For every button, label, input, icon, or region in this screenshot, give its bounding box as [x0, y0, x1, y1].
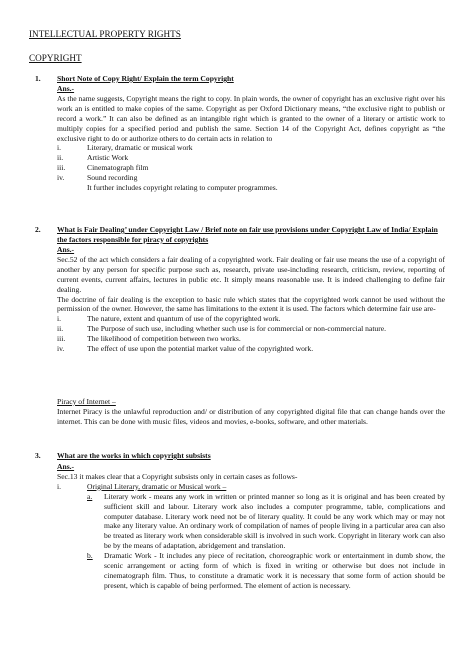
sub-item-letter: a. [87, 491, 93, 501]
list-text: The effect of use upon the potential market value of the copyrighted work. [87, 344, 314, 354]
answer-label: Ans.- [57, 245, 75, 254]
piracy-section [57, 397, 445, 427]
list-item [57, 334, 445, 344]
question-number: 2. [35, 225, 41, 234]
list-text: The likelihood of competition between two works. [87, 334, 241, 344]
sub-item-text: Literary work - means any work in written or printed manner so long as it is original and has been created by sufficient skill and labour. Literary work also includes a computer programme, table, complications and computer database. Literary work need not be of literary quality. It could be any work which may or may not make any literary value. An ordinary work of compilation of names of people living in a particular area can also be treated as literary work when considerable skill is involved in such work. Copyright in literary work can also be by the means of adaptation, abridgement and translation. [104, 491, 445, 551]
paragraph: The doctrine of fair dealing is the exception to basic rule which states that the copyrighted work cannot be used without the permission of the owner. However, the same has limitations to the extent it is used. The factors which determine fair use are- [57, 294, 445, 314]
list-item [57, 173, 445, 183]
section-heading: COPYRIGHT [29, 53, 82, 63]
sub-item [57, 551, 445, 591]
list-number: iv. [57, 173, 65, 183]
question-2: What is Fair Dealing’ under Copyright Law / Brief note on fair use provisions under Copyright Law of India/ Explain the factors responsible for piracy of copyrights [57, 225, 438, 244]
page-title: INTELLECTUAL PROPERTY RIGHTS [29, 29, 181, 39]
sub-item-text: Dramatic Work - It includes any piece of recitation, choreographic work or entertainment in dumb show, the scenic arrangement or acting form of which is fixed in writing or otherwise but does not include in cinematograph film. Thus, to constitute a dramatic work it is necessary that some form of action should be present, which is capable of being performed. The element of action is necessary. [104, 551, 445, 590]
answer-1 [57, 84, 445, 193]
list-item [57, 314, 445, 324]
list-item [57, 153, 445, 163]
list-text: Cinematograph film [87, 163, 149, 173]
list-number: ii. [57, 324, 64, 334]
question-number: 1. [35, 74, 41, 83]
list-text: Artistic Work [87, 153, 129, 163]
paragraph: Sec.13 it makes clear that a Copyright subsists only in certain cases as follows- [57, 471, 298, 481]
list-text: Literary, dramatic or musical work [87, 143, 193, 153]
list-text: The nature, extent and quantum of use of the copyrighted work. [87, 314, 281, 324]
question-1: Short Note of Copy Right/ Explain the term Copyright [57, 74, 234, 83]
paragraph: It further includes copyright relating to computer programmes. [87, 183, 278, 193]
paragraph: Internet Piracy is the unlawful reproduction and/ or distribution of any copyrighted digital file that can change hands over the internet. This can be done with music files, videos and movies, e-books, software, and other materials. [57, 406, 445, 426]
list-number: iii. [57, 163, 66, 173]
list-text: Original Literary, dramatic or Musical work – [87, 481, 227, 491]
sub-item [57, 492, 445, 551]
paragraph: As the name suggests, Copyright means the right to copy. In plain words, the owner of copyright has an exclusive right over his work an is entitled to make copies of the same. Copyright as per Oxford Dictionary means, “the exclusive right to publish or record a work.” It can also be defined as an intangible right which is granted to the owner of a literary or artistic work to multiply copies for a specified period and publish the same. Section 14 of the Copyright Act, defines copyright as “the exclusive right to do or authorize others to do certain acts in relation to [57, 93, 445, 143]
list-number: i. [57, 143, 62, 153]
list-item [57, 482, 445, 492]
list-text: Sound recording [87, 173, 138, 183]
answer-3 [57, 462, 445, 591]
sub-item-letter: b. [87, 551, 93, 561]
list-text: The Purpose of such use, including whether such use is for commercial or non-commercial nature. [87, 324, 387, 334]
list-number: i. [57, 314, 62, 324]
subheading: Piracy of Internet – [57, 397, 116, 406]
list-number: i. [57, 481, 62, 491]
list-number: iii. [57, 334, 66, 344]
question-3: What are the works in which copyright subsists [57, 451, 211, 460]
answer-label: Ans.- [57, 84, 75, 93]
list-item [57, 143, 445, 153]
answer-label: Ans.- [57, 462, 75, 471]
question-number: 3. [35, 451, 41, 460]
list-number: iv. [57, 344, 65, 354]
list-item [57, 163, 445, 173]
list-item [57, 324, 445, 334]
answer-2 [57, 245, 445, 354]
list-number: ii. [57, 153, 64, 163]
paragraph: Sec.52 of the act which considers a fair dealing of a copyrighted work. Fair dealing or fair use means the use of a copyright of another by any person for specific purpose such as, research, private use-including research, criticism, review, reporting of current events, current affairs, lectures in public etc. It simply means reasonable use. It is indeed challenging to define fair dealing. [57, 254, 445, 294]
list-item [57, 344, 445, 354]
